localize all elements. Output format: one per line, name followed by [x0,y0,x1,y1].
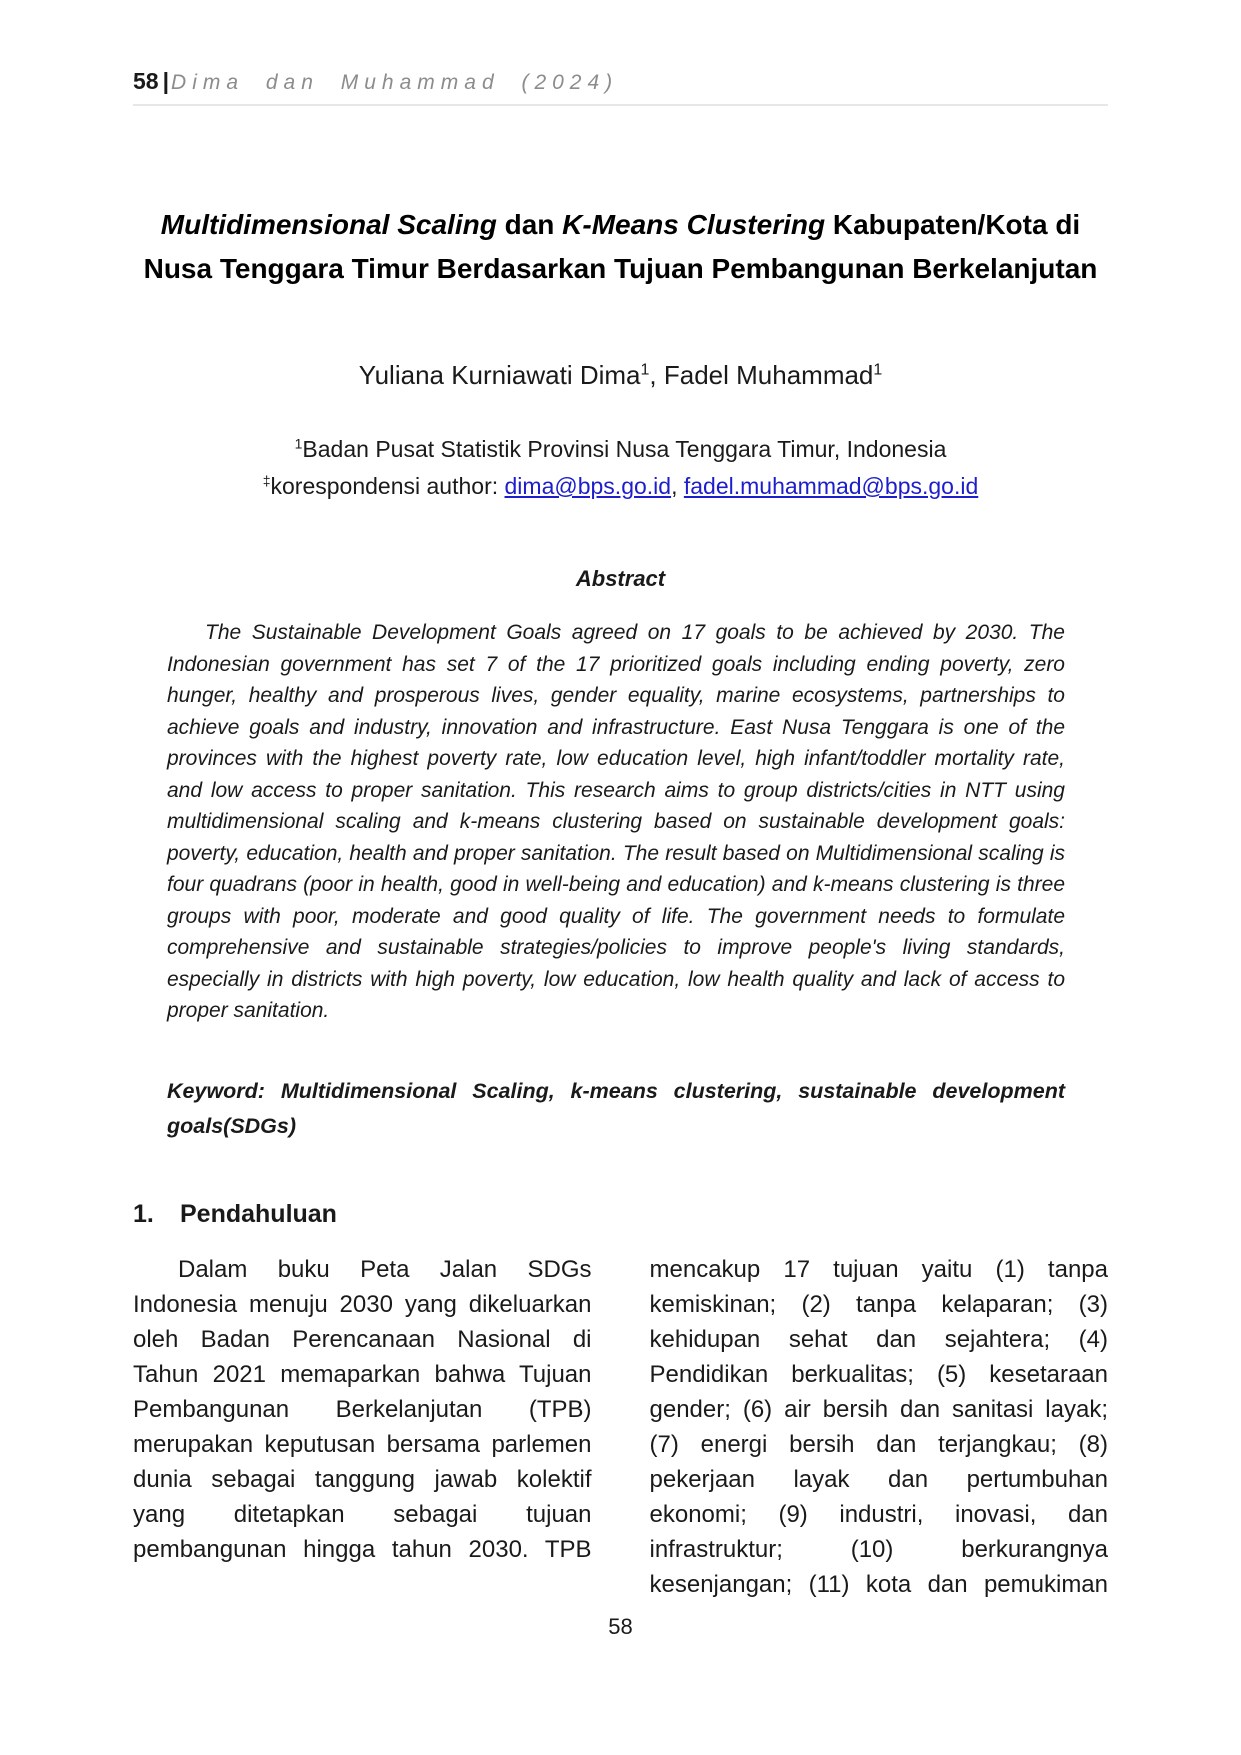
header-page-number: 58 [133,68,159,94]
correspondence-line [133,473,1108,500]
abstract-heading: Abstract [575,566,666,591]
affiliation-line [133,436,1108,463]
header-divider: | [162,68,170,94]
header-running-title: Dima dan Muhammad (2024) [171,71,619,94]
left-column-paragraph: Dalam buku Peta Jalan SDGs Indonesia menuju 2030 yang dikeluarkan oleh Badan Perencanaan Nasional di Tahun 2021 memaparkan bahwa Tujuan Pembangunan Berkelanjutan (TPB) merupakan keputusan bersama parlemen dunia sebagai tanggung jawab kolektif yang ditetapkan sebagai tujuan pembangunan hingga tahun 2030. TPB [133,1256,592,1563]
section-1-title: Pendahuluan [180,1200,337,1228]
author-1-superscript: 1 [640,361,650,379]
title-plain-1: dan [496,209,563,240]
left-column [133,1252,592,1602]
right-column-paragraph: mencakup 17 tujuan yaitu (1) tanpa kemiskinan; (2) tanpa kelaparan; (3) kehidupan sehat dan sejahtera; (4) Pendidikan berkualitas; (5) kesetaraan gender; (6) air bersih dan sanitasi layak; (7) energi bersih dan terjangkau; (8) pekerjaan layak dan pertumbuhan ekonomi; (9) industri, inovasi, dan infrastruktur; (10) berkurangnya kesenjangan; (11) kota dan pemukiman [649,1256,1108,1598]
running-header [133,68,1108,95]
author-separator: , [649,360,664,390]
footer-page-number: 58 [608,1614,633,1639]
author-2-name: Fadel Muhammad [663,360,874,390]
affiliation-text: Badan Pusat Statistik Provinsi Nusa Tenggara Timur, Indonesia [302,436,947,462]
article-title [100,203,1141,291]
body-columns [133,1252,1108,1602]
affiliation-superscript: 1 [294,435,303,452]
title-italic-term-1: Multidimensional Scaling [160,209,497,240]
title-italic-term-2: K-Means Clustering [562,209,826,240]
keyword-line: Keyword: Multidimensional Scaling, k-means clustering, sustainable development goals(SDGs) [167,1079,1065,1138]
section-1-heading [133,1200,1108,1229]
author-1-name: Yuliana Kurniawati Dima [358,360,641,390]
author-2-superscript: 1 [873,361,883,379]
title-line-2: Nusa Tenggara Timur Berdasarkan Tujuan Pembangunan Berkelanjutan [143,253,1098,284]
email-separator: , [671,473,684,499]
author-line [133,360,1108,391]
section-1-number: 1. [133,1200,154,1228]
header-rule [133,104,1108,106]
email-link-2[interactable]: fadel.muhammad@bps.go.id [683,473,979,499]
correspondence-label: korespondensi author: [270,473,505,499]
right-column [650,1252,1109,1602]
correspondence-superscript: ‡ [262,472,271,489]
email-link-1[interactable]: dima@bps.go.id [504,473,672,499]
abstract-paragraph: The Sustainable Development Goals agreed on 17 goals to be achieved by 2030. The Indonesian government has set 7 of the 17 prioritized goals including ending poverty, zero hunger, healthy and prosperous lives, gender equality, marine ecosystems, partnerships to achieve goals and industry, innovation and infrastructure. East Nusa Tenggara is one of the provinces with the highest poverty rate, low education level, high infant/toddler mortality rate, and low access to proper sanitation. This research aims to group districts/cities in NTT using multidimensional scaling and k-means clustering based on sustainable development goals: poverty, education, health and proper sanitation. The result based on Multidimensional scaling is four quadrans (poor in health, good in well-being and education) and k-means clustering is three groups with poor, moderate and good quality of life. The government needs to formulate comprehensive and sustainable strategies/policies to improve people's living standards, especially in districts with high poverty, low education, low health quality and lack of access to proper sanitation. [167,621,1065,1022]
title-plain-2: Kabupaten/Kota di [825,209,1081,240]
